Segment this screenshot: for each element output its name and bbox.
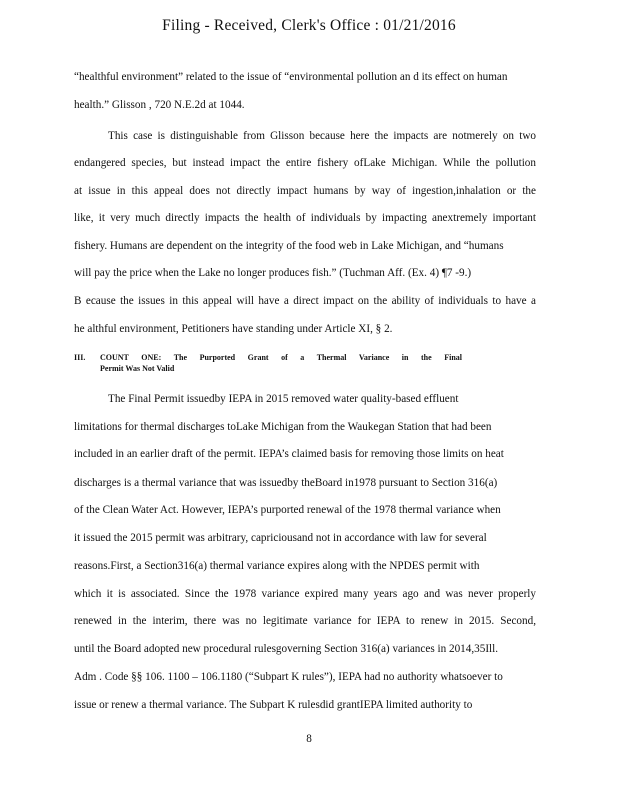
body-line: fishery. Humans are dependent on the integrity of the food web in Lake Michigan, and “humans [74,240,504,252]
body-line: Adm . Code §§ 106. 1100 – 106.1180 (“Subpart K rules”), IEPA had no authority whatsoever to [74,671,503,683]
page-number: 8 [306,733,312,745]
body-line: health.” Glisson , 720 N.E.2d at 1044. [74,99,245,111]
filing-header: Filing - Received, Clerk's Office : 01/21/2016 [162,17,456,34]
body-line: reasons.First, a Section316(a) thermal variance expires along with the NPDES permit with [74,560,480,572]
body-line: “healthful environment” related to the issue of “environmental pollution an d its effect on human [74,71,508,83]
body-line: he althful environment, Petitioners have standing under Article XI, § 2. [74,323,393,335]
body-line: This case is distinguishable from Glisson because here the impacts are notmerely on two [108,130,536,142]
section-heading-line: COUNT ONE: The Purported Grant of a Thermal Variance in the Final [100,353,462,362]
body-line: it issued the 2015 permit was arbitrary, capriciousand not in accordance with law for several [74,532,487,544]
body-line: B ecause the issues in this appeal will have a direct impact on the ability of individuals to have a [74,295,536,307]
body-line: limitations for thermal discharges toLake Michigan from the Waukegan Station that had been [74,421,492,433]
body-line: renewed in the interim, there was no legitimate variance for IEPA to renew in 2015. Second, [74,615,536,627]
body-line: included in an earlier draft of the permit. IEPA’s claimed basis for removing those limits on heat [74,448,504,460]
body-line: endangered species, but instead impact the entire fishery ofLake Michigan. While the pollution [74,157,536,169]
body-line: at issue in this appeal does not directly impact humans by way of ingestion,inhalation or the [74,185,536,197]
body-line: will pay the price when the Lake no longer produces fish.” (Tuchman Aff. (Ex. 4) ¶7 -9.) [74,267,472,279]
body-line: discharges is a thermal variance that was issuedby theBoard in1978 pursuant to Section 316(a) [74,477,498,489]
body-line: until the Board adopted new procedural rulesgoverning Section 316(a) variances in 2014,35Ill. [74,643,499,655]
body-line: which it is associated. Since the 1978 variance expired many years ago and was never properly [74,588,536,600]
section-heading [74,352,474,374]
body-line: The Final Permit issuedby IEPA in 2015 removed water quality-based effluent [108,393,459,405]
body-line: like, it very much directly impacts the health of individuals by impacting anextremely important [74,212,536,224]
section-number: III. [74,353,86,362]
section-heading-line: Permit Was Not Valid [100,364,175,373]
body-line: issue or renew a thermal variance. The Subpart K rulesdid grantIEPA limited authority to [74,699,473,711]
body-line: of the Clean Water Act. However, IEPA’s purported renewal of the 1978 thermal variance when [74,504,501,516]
